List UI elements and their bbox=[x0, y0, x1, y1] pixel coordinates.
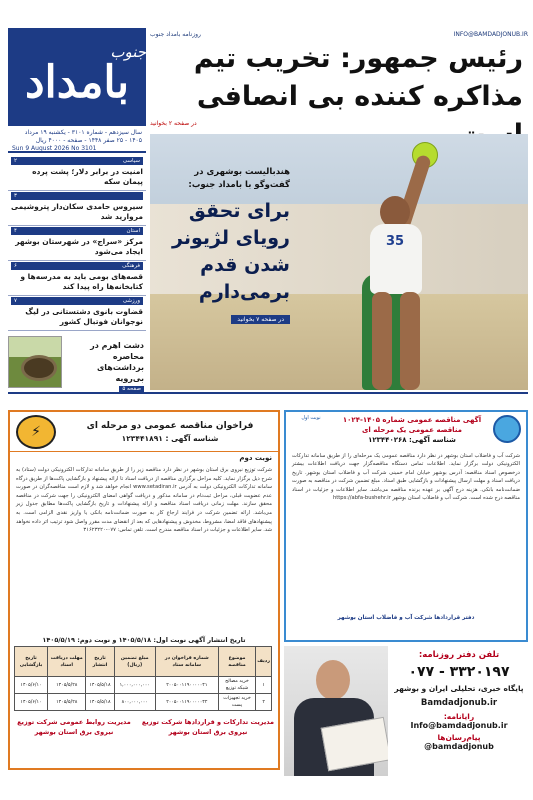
table-header: موضوع مناقصه bbox=[218, 647, 255, 677]
table-cell: ۲ bbox=[256, 694, 272, 711]
social-handle[interactable]: @bamdadjonub bbox=[424, 742, 494, 751]
table-header: مبلغ تضمین (ریال) bbox=[114, 647, 155, 677]
ad-right-id: شناسه آگهی: ۱۲۳۴۴۰۲۶۸ bbox=[368, 436, 456, 444]
feature-ref: صفحه ۵ bbox=[119, 386, 144, 392]
table-header: تاریخ انتشار bbox=[86, 647, 114, 677]
brief-text: سیروس حامدی سکان‌دار پتروشیمی مروارید شد bbox=[11, 202, 143, 221]
reader-photo bbox=[284, 646, 388, 776]
player-figure bbox=[350, 194, 440, 390]
ad-right-subtitle: مناقصه عمومی یک مرحله ای bbox=[361, 426, 463, 434]
headline-ref[interactable]: در صفحه ۲ بخوانید bbox=[150, 120, 197, 127]
ad-right-foot: دفتر قراردادها شرکت آب و فاضلاب استان بوشهر bbox=[337, 615, 475, 621]
brief-text: قصه‌های بومی باید به مدرسه‌ها و کتابخانه‌ها راه پیدا کند bbox=[20, 272, 143, 291]
ad-right-body: شرکت آب و فاضلاب استان بوشهر در نظر دارد مناقصه عمومی یک مرحله‌ای را از طریق سامانه تدارکات الکترونیکی دولت برگزار نماید. اطلاعات تماس دستگاه مناقصه‌گزار جهت دریافت اطلاعات بیشتر درخصوص اسناد مناقصه: آدرس بوشهر خیابان امام خمینی شرکت آب و فاضلاب استان بوشهر. تاریخ دریافت اسناد و مهلت ارسال پیشنهادات و بازگشایی طبق اسناد. مبلغ تضمین شرکت در مناقصه به صورت ضمانت‌نامه بانکی. هزینه درج آگهی بر عهده برنده مناقصه می‌باشد. سایر اطلاعات و جزئیات در اسناد مناقصه درج شده است. شرکت آب و فاضلاب استان بوشهر https://abfa-bushehr.ir bbox=[292, 453, 520, 502]
table-header: مهلت دریافت اسناد bbox=[48, 647, 86, 677]
issue-info bbox=[8, 127, 146, 153]
table-cell: خرید تجهیزات پست bbox=[218, 694, 255, 711]
email-link[interactable]: Info@bamdadjonub.ir bbox=[410, 721, 508, 730]
top-strip bbox=[150, 29, 528, 39]
caption-quote: برای تحقق رویای لژیونر شدن قدم برمی‌دارم bbox=[172, 200, 290, 303]
ad-left-body: شرکت توزیع نیروی برق استان بوشهر در نظر دارد مناقصه زیر را از طریق سامانه تدارکات الکترونیکی دولت (ستاد) به شرح ذیل برگزار نماید. کلیه مراحل برگزاری مناقصه از دریافت اسناد تا ارائه پیشنهاد و بازگشایی پاکت‌ها از طریق درگاه سامانه تدارکات الکترونیکی دولت به آدرس www.setadiran.ir انجام خواهد شد و لازم است مناقصه‌گران در صورت عدم عضویت قبلی، مراحل ثبت‌نام در سامانه مذکور و دریافت گواهی امضای الکترونیکی را جهت شرکت در مناقصه محقق سازند. مهلت زمانی دریافت اسناد مناقصه و ارائه پیشنهادات و تاریخ بازگشایی پاکت‌ها مطابق جدول زیر می‌باشد. ارائه تضمین شرکت در فرایند ارجاع کار به صورت ضمانت‌نامه بانکی یا واریز نقدی الزامی است. به پیشنهادهای فاقد امضا، مشروط، مخدوش و پیشنهادهایی که بعد از انقضای مدت مقرر واصل شود ترتیب اثر داده نخواهد شد. سایر اطلاعات و جزئیات در اسناد مناقصه مندرج است. تلفن تماس: ۰۷۷-۳۱۶۲۳۲۲۰ bbox=[16, 467, 272, 534]
table-row bbox=[15, 694, 272, 711]
table-header: ردیف bbox=[256, 647, 272, 677]
brief-text: مرکز «سراج» در شهرستان بوشهر ایجاد می‌شود bbox=[15, 237, 143, 256]
phone-number[interactable]: ۰۷۷ - ۳۳۲۰۱۹۷ bbox=[408, 664, 510, 680]
brief-page: ۲ bbox=[14, 158, 17, 164]
logo-main: بامداد bbox=[24, 57, 130, 108]
table-cell: ۲۰۰۵۰۰۱۱۹۰۰۰۰۰۴۱ bbox=[155, 677, 218, 694]
table-cell: خرید مصالح شبکه توزیع bbox=[218, 677, 255, 694]
social-label: پیام‌رسان‌ها bbox=[437, 733, 481, 742]
issue-date: سال سیزدهم - شماره ۳۱۰۱ - یکشنبه ۱۹ مرداد ۱۴۰۵ - ۲۵ صفر ۱۴۴۸ - صفحه - ۴۰۰۰ ریال bbox=[24, 129, 142, 144]
player-leg bbox=[400, 292, 420, 390]
site-description: پایگاه خبری، تحلیلی ایران و بوشهر bbox=[394, 684, 524, 693]
table-header: شماره فراخوان در سامانه ستاد bbox=[155, 647, 218, 677]
feature-title: دشت اهرم در محاصره برداشت‌های بی‌رویه bbox=[90, 341, 144, 383]
phone-label: تلفن دفتر روزنامه: bbox=[418, 650, 500, 660]
table-cell: ۱۴۰۵/۶/۱۰ bbox=[15, 677, 48, 694]
site-email[interactable]: INFO@BAMDADJONUB.IR bbox=[453, 30, 528, 38]
table-cell: ۱ bbox=[256, 677, 272, 694]
photo-caption bbox=[170, 166, 290, 325]
table-cell: ۱۴۰۵/۶/۱۰ bbox=[15, 694, 48, 711]
brief-section: ورزشی bbox=[122, 298, 140, 304]
ad-left-title: فراخوان مناقصه عمومی دو مرحله ای bbox=[86, 420, 254, 431]
water-tender-ad bbox=[284, 410, 528, 642]
section-divider bbox=[8, 392, 528, 394]
well-photo bbox=[8, 336, 62, 388]
ad-right-round: نوبت اول bbox=[301, 415, 321, 421]
main-headline[interactable] bbox=[151, 40, 523, 120]
table-cell: ۸۰۰,۰۰۰,۰۰۰ bbox=[114, 694, 155, 711]
tender-table bbox=[14, 646, 272, 711]
feature-teaser[interactable] bbox=[8, 334, 146, 392]
contact-box bbox=[284, 646, 528, 776]
table-cell: ۱۴۰۵/۵/۱۸ bbox=[86, 677, 114, 694]
ad-left-date: تاریخ انتشار آگهی نوبت اول: ۱۴۰۵/۵/۱۸ و نوبت دوم: ۱۴۰۵/۵/۱۹ bbox=[42, 636, 246, 644]
jersey-number: 35 bbox=[386, 234, 405, 249]
contact-info bbox=[390, 646, 528, 751]
lightning-icon: ⚡ bbox=[16, 415, 56, 449]
table-cell: ۱۴۰۵/۵/۱۸ bbox=[86, 694, 114, 711]
headline-line-1: رئیس جمهور: تخریب تیم bbox=[193, 43, 523, 74]
reader-head bbox=[316, 660, 350, 700]
table-cell: ۱,۰۰۰,۰۰۰,۰۰۰ bbox=[114, 677, 155, 694]
brief-section: فرهنگی bbox=[122, 263, 140, 269]
headline-line-2: مذاکره کننده بی انصافی bbox=[196, 81, 523, 112]
brief-text: قضاوت بانوی دشتستانی در لیگ نوجوانان فوتبال کشور bbox=[25, 307, 143, 326]
brief-page: ۴ bbox=[14, 228, 17, 234]
email-label: رایانامه: bbox=[443, 712, 475, 721]
brief-section: استان bbox=[126, 228, 140, 234]
brief-section: سیاسی bbox=[122, 158, 140, 164]
power-tender-ad bbox=[8, 410, 280, 770]
brief-item[interactable] bbox=[8, 226, 146, 261]
ad-left-sign-left: مدیریت روابط عمومی شرکت توزیع نیروی برق استان بوشهر bbox=[17, 718, 131, 736]
ad-left-round: نوبت دوم bbox=[239, 454, 272, 462]
caption-kicker: هندبالیست بوشهری در گفت‌وگو با بامداد جنوب: bbox=[188, 167, 290, 190]
masthead-tagline: روزنامه بامداد جنوب bbox=[150, 30, 201, 38]
table-row bbox=[15, 677, 272, 694]
ad-left-tender-id: شناسه آگهی : ۱۲۳۴۴۱۸۹۱ bbox=[121, 433, 219, 443]
table-cell: ۱۴۰۵/۵/۲۸ bbox=[48, 694, 86, 711]
brief-text: امنیت در برابر دلار؛ پشت پرده پیمان سکه bbox=[32, 167, 143, 186]
table-cell: ۲۰۰۵۰۰۱۱۹۰۰۰۰۰۴۲ bbox=[155, 694, 218, 711]
briefs-column bbox=[8, 156, 146, 392]
brief-page: ۷ bbox=[14, 298, 17, 304]
brief-item[interactable] bbox=[8, 191, 146, 226]
handball-photo[interactable] bbox=[150, 134, 528, 390]
brief-page: ۶ bbox=[14, 263, 17, 269]
newspaper-logo bbox=[8, 28, 146, 126]
brief-item[interactable] bbox=[8, 261, 146, 296]
brief-item[interactable] bbox=[8, 156, 146, 191]
website-link[interactable]: Bamdadjonub.ir bbox=[420, 698, 498, 708]
table-header: تاریخ بازگشایی bbox=[15, 647, 48, 677]
water-drop-icon bbox=[493, 415, 521, 443]
table-cell: ۱۴۰۵/۵/۲۸ bbox=[48, 677, 86, 694]
brief-page: ۳ bbox=[14, 193, 17, 199]
logo-sub: جنوب bbox=[110, 43, 146, 61]
brief-item[interactable] bbox=[8, 296, 146, 331]
player-leg bbox=[372, 292, 392, 390]
ad-right-title: آگهی مناقصه عمومی شماره ۱۴۰۵-۱۰۲۴ bbox=[342, 416, 482, 424]
caption-ref[interactable]: در صفحه ۷ بخوانید bbox=[231, 315, 290, 324]
ad-left-sign-right: مدیریت تدارکات و قراردادها شرکت توزیع نیروی برق استان بوشهر bbox=[141, 718, 275, 736]
newspaper-icon bbox=[321, 717, 388, 771]
issue-date-en: Sun 9 August 2026 No 3101 bbox=[12, 145, 97, 152]
